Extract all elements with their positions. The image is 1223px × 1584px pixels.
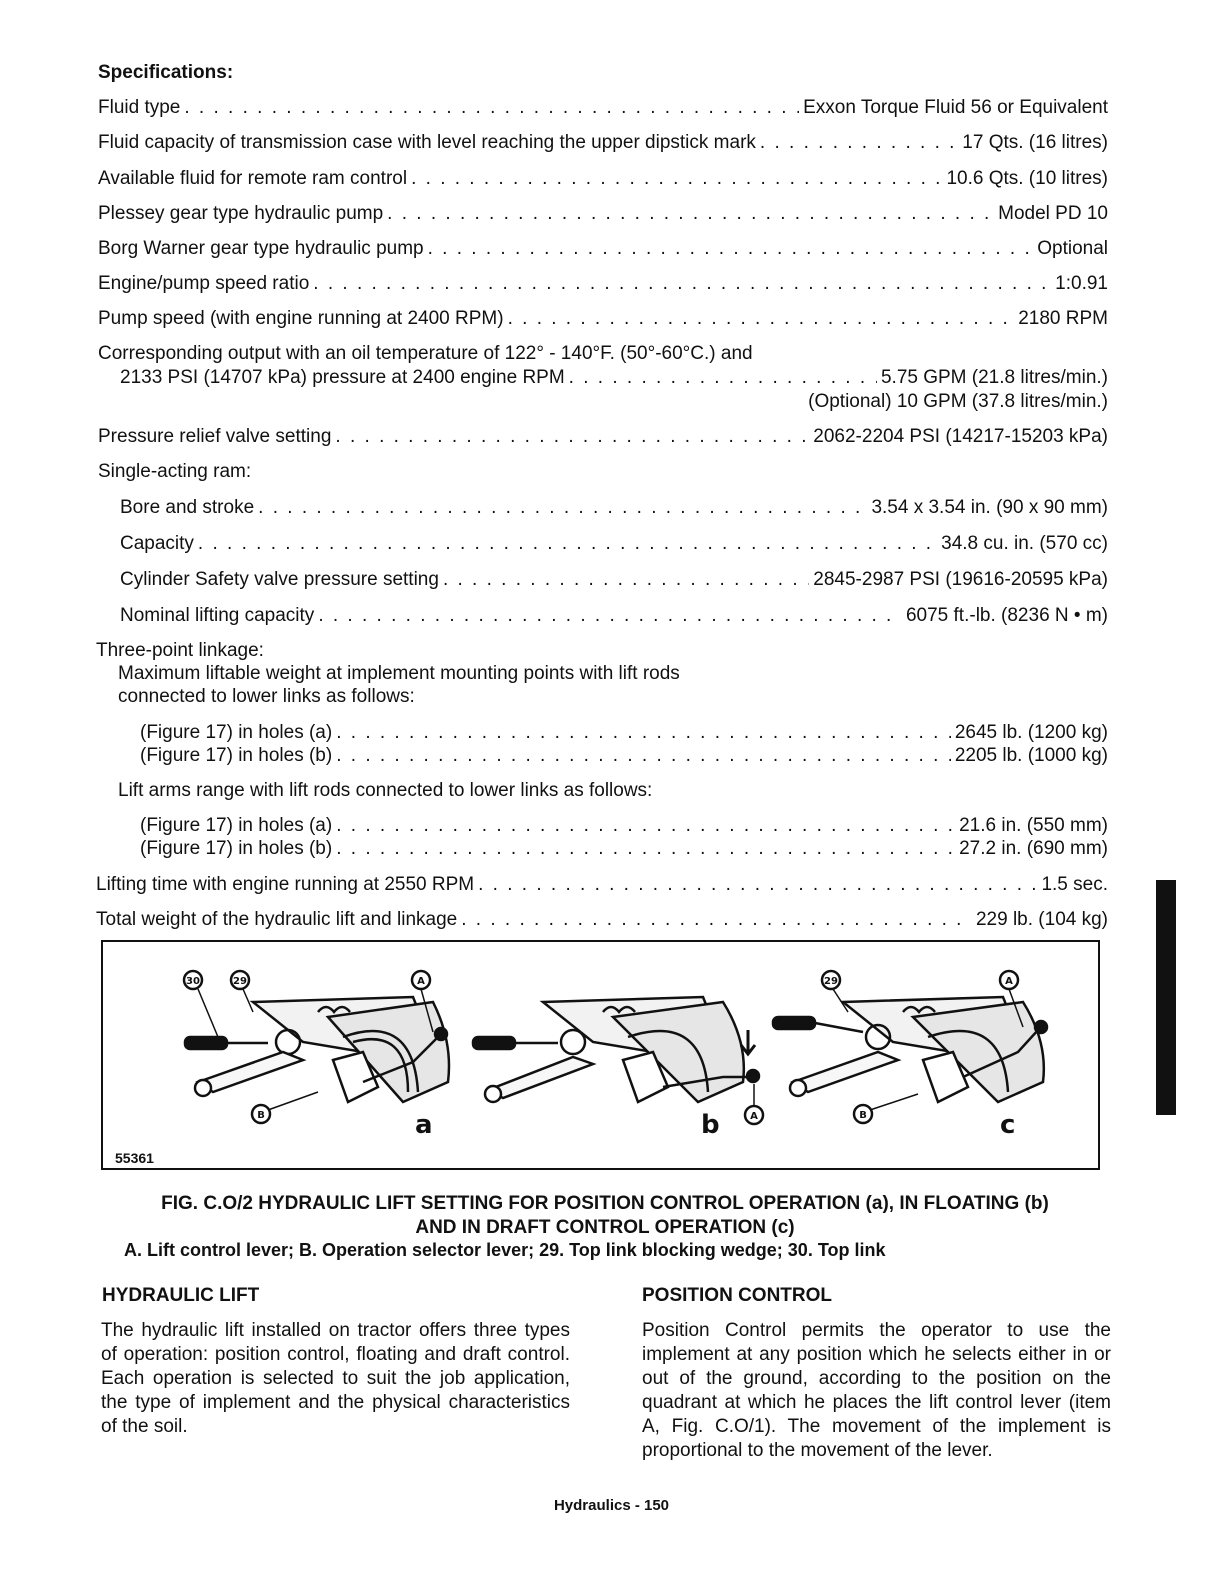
spec-row-bore-stroke xyxy=(120,496,1108,520)
spec-value: 2645 lb. (1200 kg) xyxy=(954,722,1108,743)
spec-label: Pressure relief valve setting xyxy=(98,426,332,447)
spec-value: Exxon Torque Fluid 56 or Equivalent xyxy=(803,97,1108,118)
spec-label: Nominal lifting capacity xyxy=(120,605,315,626)
spec-value: Model PD 10 xyxy=(998,203,1108,224)
spec-value: 2180 RPM xyxy=(1018,308,1108,329)
spec-label: Plessey gear type hydraulic pump xyxy=(98,203,384,224)
spec-value: 6075 ft.-lb. (8236 N • m) xyxy=(905,605,1108,626)
spec-row-three-point: Three-point linkage: xyxy=(96,640,264,661)
spec-row-range-holes-a xyxy=(140,814,1108,838)
page-footer: Hydraulics - 150 xyxy=(553,1497,670,1514)
figure-legend: A. Lift control lever; B. Operation selector lever; 29. Top link blocking wedge; 30. Top link xyxy=(124,1240,886,1260)
spec-value: 21.6 in. (550 mm) xyxy=(959,815,1108,836)
spec-label: (Figure 17) in holes (b) xyxy=(140,745,333,766)
callout-B-c: B xyxy=(859,1110,867,1121)
spec-value: 27.2 in. (690 mm) xyxy=(959,838,1108,859)
spec-row-max-weight-1: Maximum liftable weight at implement mounting points with lift rods xyxy=(118,663,680,684)
panel-a-drawing xyxy=(184,971,449,1123)
spec-row-output-intro: Corresponding output with an oil temperature of 122° - 140°F. (50°-60°C.) and xyxy=(98,343,753,364)
spec-label: Engine/pump speed ratio xyxy=(98,273,310,294)
spec-label: (Figure 17) in holes (a) xyxy=(140,815,333,836)
spec-row-speed-ratio xyxy=(98,272,1108,296)
spec-label: Capacity xyxy=(120,533,194,554)
spec-row-weight-holes-a xyxy=(140,721,1108,745)
figure-illustration xyxy=(103,942,1098,1168)
callout-29-a: 29 xyxy=(233,976,247,987)
spec-row-plessey-pump xyxy=(98,202,1108,226)
spec-value: 34.8 cu. in. (570 cc) xyxy=(941,533,1108,554)
spec-label: (Figure 17) in holes (b) xyxy=(140,838,333,859)
spec-row-range-holes-b xyxy=(140,837,1108,861)
section-title-position-control: POSITION CONTROL xyxy=(642,1285,832,1306)
section-title-hydraulic-lift: HYDRAULIC LIFT xyxy=(102,1285,260,1306)
figure-number: 55361 xyxy=(115,1150,154,1166)
figure-hydraulic-lift xyxy=(101,940,1100,1170)
spec-label: Bore and stroke xyxy=(120,497,255,518)
spec-row-fluid-type xyxy=(98,96,1108,120)
spec-row-output xyxy=(120,366,1108,390)
spec-label: 2133 PSI (14707 kPa) pressure at 2400 engine RPM xyxy=(120,367,565,388)
spec-row-safety-valve xyxy=(120,568,1108,592)
spec-row-lifting-capacity xyxy=(120,604,1108,628)
spec-row-lift-arms-range: Lift arms range with lift rods connected to lower links as follows: xyxy=(118,780,653,801)
spec-row-capacity xyxy=(120,532,1108,556)
callout-A-a: A xyxy=(417,976,425,987)
spec-value: 1.5 sec. xyxy=(1041,874,1108,895)
spec-value: Optional xyxy=(1037,238,1108,259)
spec-row-output-optional: (Optional) 10 GPM (37.8 litres/min.) xyxy=(808,391,1108,412)
spec-row-borg-warner-pump xyxy=(98,237,1108,261)
callout-A-b: A xyxy=(750,1111,758,1122)
specifications-heading: Specifications: xyxy=(98,62,234,83)
spec-label: Pump speed (with engine running at 2400 RPM) xyxy=(98,308,504,329)
figure-caption-line-1: FIG. C.O/2 HYDRAULIC LIFT SETTING FOR POSITION CONTROL OPERATION (a), IN FLOATING (b) xyxy=(161,1193,1049,1214)
spec-label: Total weight of the hydraulic lift and linkage xyxy=(96,909,458,930)
spec-value: 5.75 GPM (21.8 litres/min.) xyxy=(880,367,1108,388)
spec-row-relief-valve xyxy=(98,425,1108,449)
callout-A-c: A xyxy=(1005,976,1013,987)
spec-row-fluid-capacity xyxy=(98,131,1108,155)
spec-label: Borg Warner gear type hydraulic pump xyxy=(98,238,424,259)
panel-letter-a: a xyxy=(415,1110,433,1140)
panel-c-drawing xyxy=(773,971,1047,1123)
spec-label: Fluid capacity of transmission case with level reaching the upper dipstick mark xyxy=(98,132,756,153)
spec-row-available-fluid xyxy=(98,167,1108,191)
spec-row-max-weight-2: connected to lower links as follows: xyxy=(118,686,415,707)
spec-row-weight-holes-b xyxy=(140,744,1108,768)
section-text-hydraulic-lift: The hydraulic lift installed on tractor offers three types of operation: position control, floating and draft control. Each operation is selected to suit the job application, the type of implement and the physical characteristics of the soil. xyxy=(101,1320,570,1437)
spec-value: 2845-2987 PSI (19616-20595 kPa) xyxy=(813,569,1108,590)
spec-value: 17 Qts. (16 litres) xyxy=(962,132,1108,153)
callout-30-a: 30 xyxy=(186,976,200,987)
spec-label: Fluid type xyxy=(98,97,181,118)
section-tab-marker xyxy=(1156,880,1176,1115)
spec-label: Lifting time with engine running at 2550 RPM xyxy=(96,874,475,895)
spec-label: Available fluid for remote ram control xyxy=(98,168,408,189)
panel-letter-b: b xyxy=(701,1110,720,1140)
panel-b-drawing xyxy=(473,997,763,1124)
spec-row-total-weight xyxy=(96,908,1108,932)
spec-value: 2205 lb. (1000 kg) xyxy=(954,745,1108,766)
figure-caption-line-2: AND IN DRAFT CONTROL OPERATION (c) xyxy=(415,1217,795,1238)
spec-value: 1:0.91 xyxy=(1055,273,1108,294)
spec-value: 229 lb. (104 kg) xyxy=(975,909,1108,930)
callout-B-a: B xyxy=(257,1110,265,1121)
spec-row-pump-speed xyxy=(98,307,1108,331)
spec-value: 3.54 x 3.54 in. (90 x 90 mm) xyxy=(871,497,1108,518)
spec-row-lifting-time xyxy=(96,873,1108,897)
spec-label: (Figure 17) in holes (a) xyxy=(140,722,333,743)
section-text-position-control: Position Control permits the operator to use the implement at any position which he selects either in or out of the ground, according to the position on the quadrant at which he places the lift control lever (item A, Fig. C.O/1). The movement of the implement is proportional to the movement of the lever. xyxy=(642,1320,1111,1461)
spec-label: Cylinder Safety valve pressure setting xyxy=(120,569,439,590)
callout-29-c: 29 xyxy=(824,976,838,987)
spec-row-single-acting-ram: Single-acting ram: xyxy=(98,461,252,482)
spec-value: 2062-2204 PSI (14217-15203 kPa) xyxy=(813,426,1108,447)
panel-letter-c: c xyxy=(1000,1110,1016,1140)
spec-value: 10.6 Qts. (10 litres) xyxy=(946,168,1108,189)
